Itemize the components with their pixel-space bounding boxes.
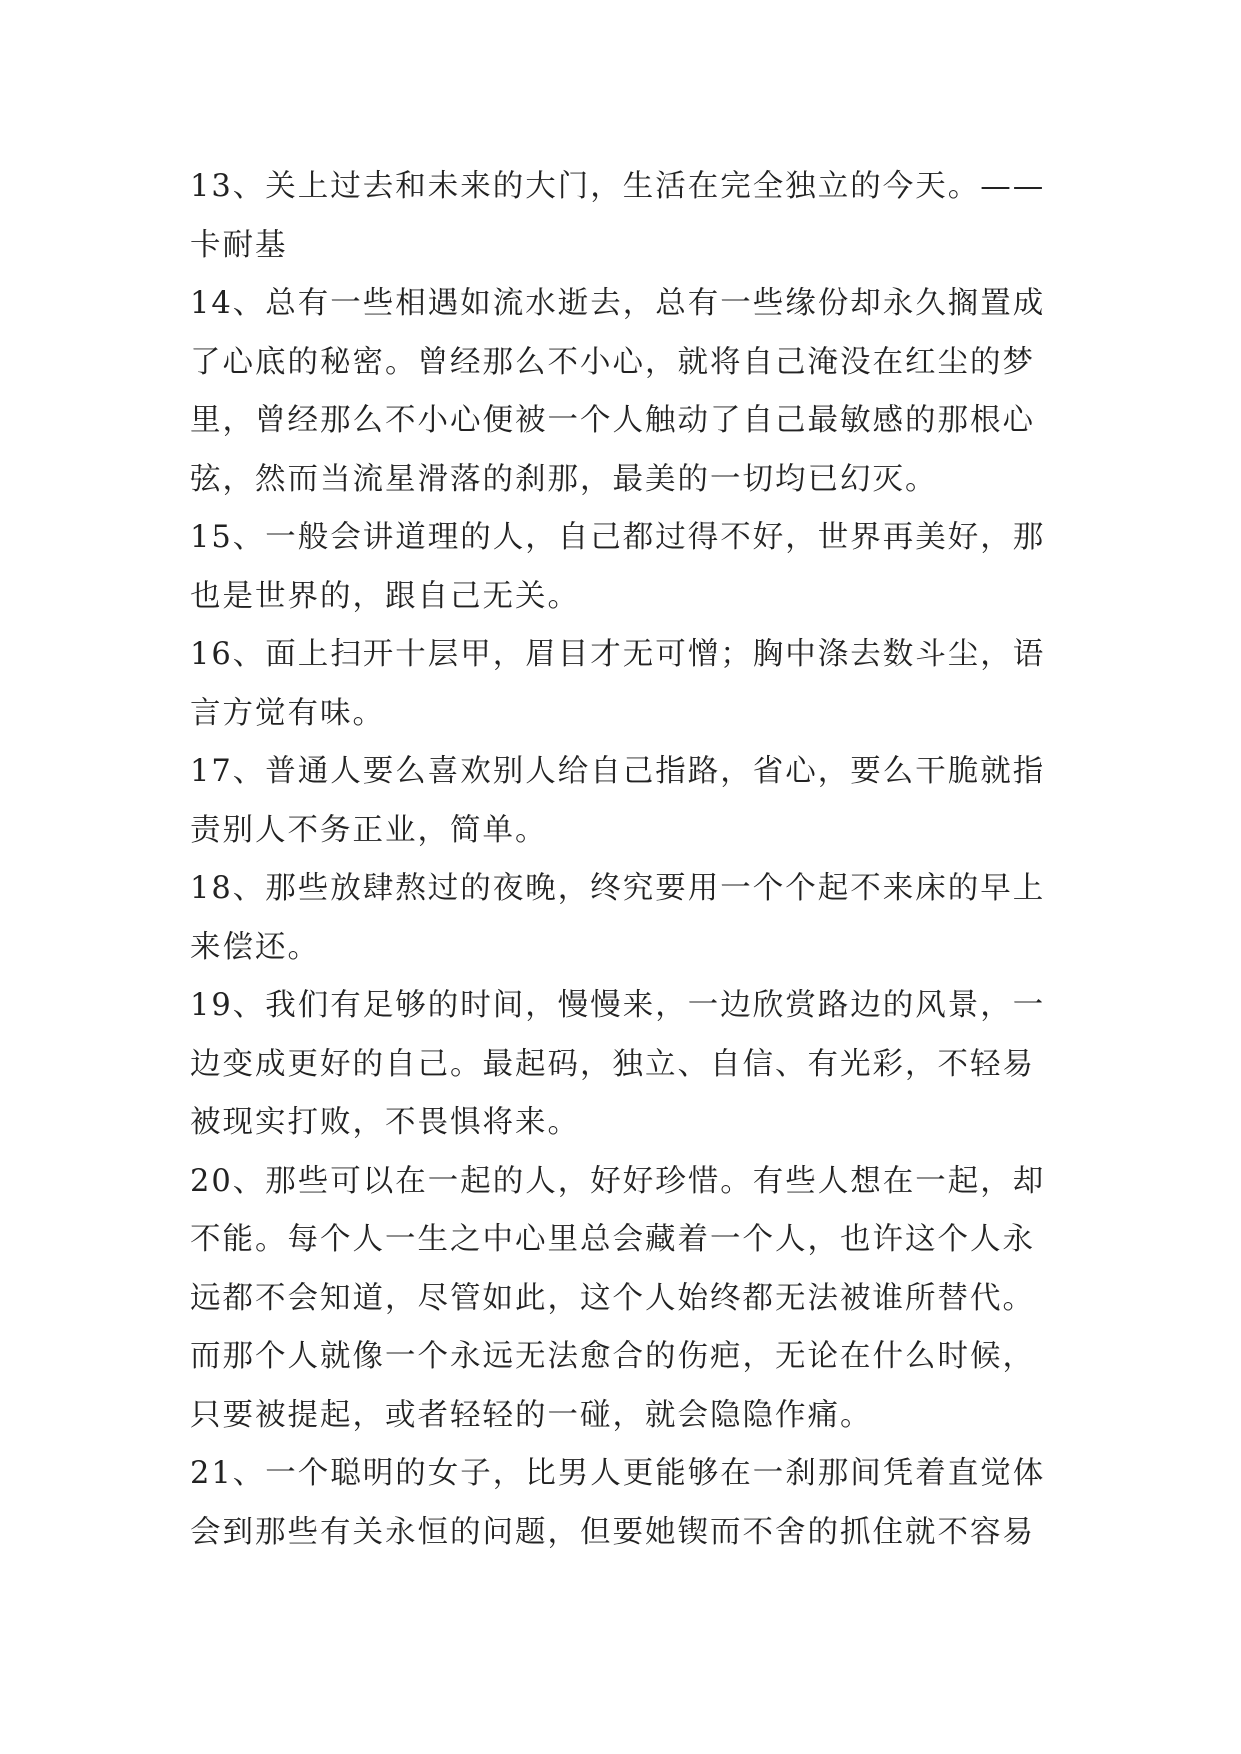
- quote-17-line-1: 17、普通人要么喜欢别人给自己指路，省心，要么干脆就指: [190, 754, 1046, 789]
- quote-20-line-1: 20、那些可以在一起的人，好好珍惜。有些人想在一起，却: [190, 1163, 1046, 1199]
- quote-21-line-2: 会到那些有关永恒的问题，但要她锲而不舍的抓住就不容易: [190, 1514, 1035, 1550]
- quote-20-line-5: 只要被提起，或者轻轻的一碰，就会隐隐作痛。: [190, 1397, 873, 1433]
- quote-19-line-3: 被现实打败，不畏惧将来。: [190, 1105, 580, 1140]
- quote-13-line-1: 13、关上过去和未来的大门，生活在完全独立的今天。——: [190, 169, 1046, 204]
- quote-14-line-3: 里，曾经那么不小心便被一个人触动了自己最敏感的那根心: [190, 403, 1035, 438]
- quote-16-line-2: 言方觉有味。: [190, 695, 385, 731]
- quote-19-line-1: 19、我们有足够的时间，慢慢来，一边欣赏路边的风景，一: [190, 988, 1046, 1023]
- quote-15-line-2: 也是世界的，跟自己无关。: [190, 578, 580, 614]
- quote-18-line-2: 来偿还。: [190, 929, 320, 965]
- quote-16-line-1: 16、面上扫开十层甲，眉目才无可憎；胸中涤去数斗尘，语: [190, 637, 1046, 672]
- quote-13-line-2: 卡耐基: [190, 227, 288, 263]
- quote-20-line-3: 远都不会知道，尽管如此，这个人始终都无法被谁所替代。: [190, 1280, 1035, 1316]
- quote-19-line-2: 边变成更好的自己。最起码，独立、自信、有光彩，不轻易: [190, 1046, 1035, 1082]
- quote-14-line-1: 14、总有一些相遇如流水逝去，总有一些缘份却永久搁置成: [190, 286, 1046, 321]
- quote-21-line-1: 21、一个聪明的女子，比男人更能够在一刹那间凭着直觉体: [190, 1456, 1046, 1491]
- quote-20-line-2: 不能。每个人一生之中心里总会藏着一个人，也许这个人永: [190, 1222, 1035, 1257]
- quote-14-line-2: 了心底的秘密。曾经那么不小心，就将自己淹没在红尘的梦: [190, 344, 1035, 380]
- document-body: [190, 158, 1070, 1562]
- quote-20-line-4: 而那个人就像一个永远无法愈合的伤疤，无论在什么时候，: [190, 1339, 1035, 1374]
- quote-17-line-2: 责别人不务正业，简单。: [190, 812, 548, 848]
- quote-14-line-4: 弦，然而当流星滑落的刹那，最美的一切均已幻灭。: [190, 461, 938, 497]
- quote-15-line-1: 15、一般会讲道理的人，自己都过得不好，世界再美好，那: [190, 520, 1046, 555]
- quote-18-line-1: 18、那些放肆熬过的夜晚，终究要用一个个起不来床的早上: [190, 871, 1046, 906]
